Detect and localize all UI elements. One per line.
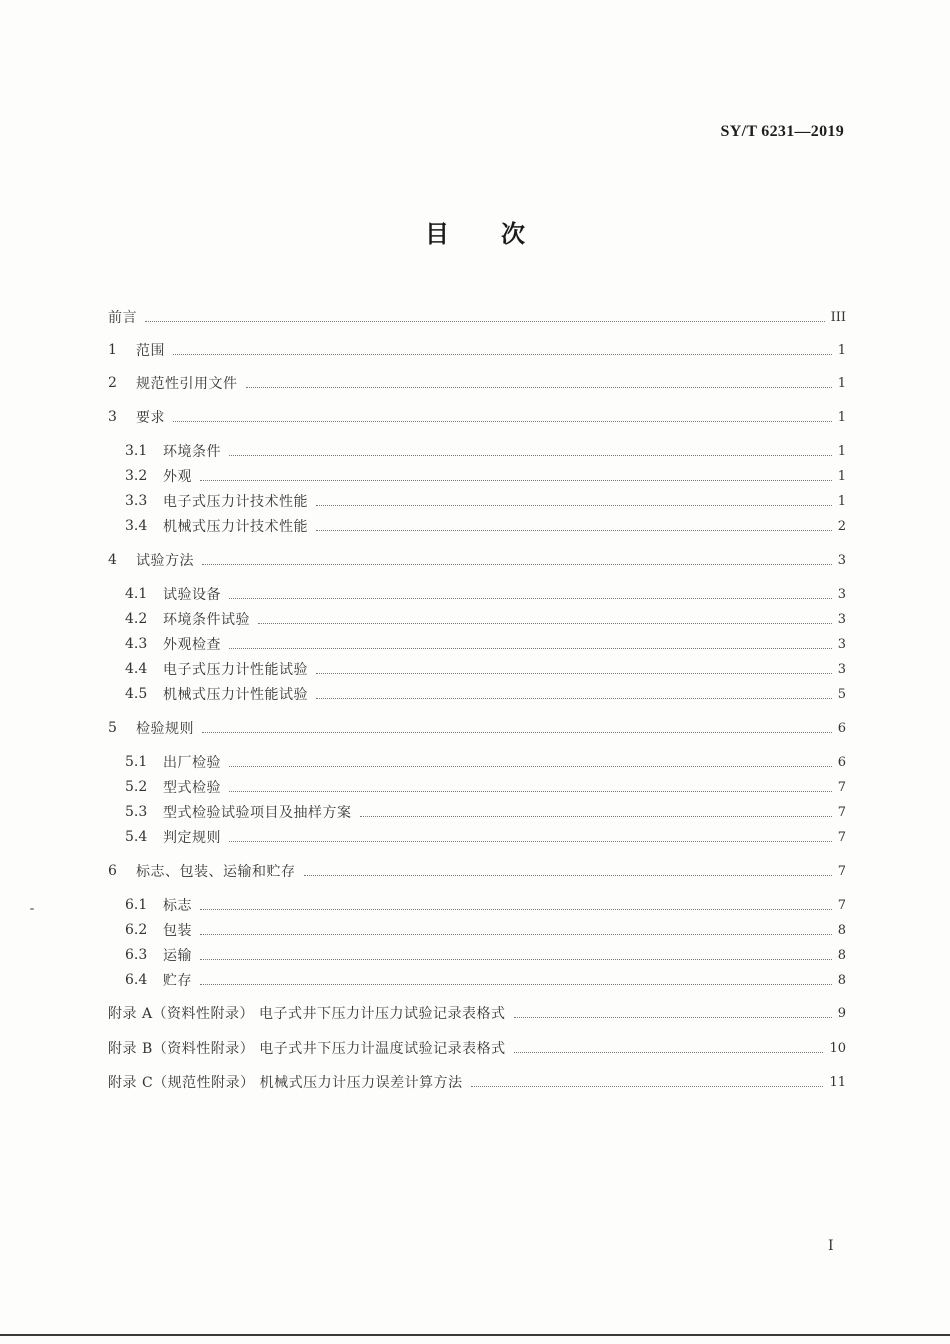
toc-page-number: 7 [837, 829, 846, 845]
toc-entry[interactable] [108, 406, 846, 428]
toc-label: 附录 B（资料性附录） 电子式井下压力计温度试验记录表格式 [108, 1041, 506, 1057]
toc-entry[interactable] [108, 608, 846, 630]
toc-entry[interactable] [108, 633, 846, 655]
dot-leader [200, 934, 832, 935]
toc-number: 3.3 [125, 493, 148, 509]
toc-label: 型式检验试验项目及抽样方案 [163, 805, 352, 821]
dot-leader [229, 841, 832, 842]
toc-page-number: 1 [837, 468, 846, 484]
footer-page-number: I [828, 1238, 834, 1254]
toc-page-number: 9 [837, 1005, 846, 1021]
toc-label: 机械式压力计技术性能 [163, 519, 308, 535]
toc-entry[interactable] [108, 549, 846, 571]
toc-page-number: 1 [837, 342, 846, 358]
toc-entry[interactable] [108, 751, 846, 773]
dot-leader [229, 766, 832, 767]
toc-page-number: 1 [837, 375, 846, 391]
dot-leader [229, 455, 832, 456]
toc-label: 电子式压力计性能试验 [163, 662, 308, 678]
toc-label: 型式检验 [163, 780, 221, 796]
toc-entry[interactable] [108, 717, 846, 739]
toc-page-number: 7 [837, 779, 846, 795]
toc-entry[interactable] [108, 440, 846, 462]
toc-entry[interactable] [108, 339, 846, 361]
dot-leader [514, 1017, 832, 1018]
toc-page-number: 7 [837, 863, 846, 879]
dot-leader [316, 505, 832, 506]
dot-leader [229, 598, 832, 599]
toc-label: 标志、包装、运输和贮存 [136, 864, 296, 880]
toc-entry[interactable] [108, 683, 846, 705]
dot-leader [200, 959, 832, 960]
toc-page-number: 7 [837, 897, 846, 913]
dot-leader [360, 816, 832, 817]
toc-number: 3.2 [125, 468, 148, 484]
page-title [0, 214, 950, 249]
toc-label: 范围 [136, 343, 165, 359]
dot-leader [145, 321, 825, 322]
toc-number: 6 [108, 863, 117, 879]
toc-entry[interactable] [108, 1071, 846, 1093]
toc-page-number: 10 [829, 1040, 846, 1056]
toc-entry[interactable] [108, 969, 846, 991]
dot-leader [246, 387, 832, 388]
toc-label: 附录 A（资料性附录） 电子式井下压力计压力试验记录表格式 [108, 1006, 506, 1022]
toc-entry[interactable] [108, 1002, 846, 1024]
standard-code: SY/T 6231—2019 [720, 123, 844, 140]
toc-number: 3.1 [125, 443, 148, 459]
toc-entry[interactable] [108, 944, 846, 966]
toc-page-number: 11 [829, 1074, 846, 1090]
toc-page-number: 7 [837, 804, 846, 820]
toc-page-number: 5 [837, 686, 846, 702]
toc-label: 环境条件试验 [163, 612, 250, 628]
toc-number: 4 [108, 552, 117, 568]
toc-entry[interactable] [108, 919, 846, 941]
toc-label: 环境条件 [163, 444, 221, 460]
toc-label: 附录 C（规范性附录） 机械式压力计压力误差计算方法 [108, 1075, 463, 1091]
toc-label: 外观检查 [163, 637, 221, 653]
toc-entry[interactable] [108, 826, 846, 848]
toc-label: 检验规则 [136, 721, 194, 737]
toc-label: 试验设备 [163, 587, 221, 603]
toc-page-number: 1 [837, 409, 846, 425]
toc-page-number: 8 [837, 972, 846, 988]
toc-label: 前言 [108, 310, 137, 326]
dot-leader [173, 354, 832, 355]
dot-leader [200, 984, 832, 985]
toc-label: 判定规则 [163, 830, 221, 846]
dot-leader [514, 1052, 824, 1053]
toc-label: 标志 [163, 898, 192, 914]
toc-entry[interactable] [108, 583, 846, 605]
toc-label: 要求 [136, 410, 165, 426]
toc-label: 规范性引用文件 [136, 376, 238, 392]
toc-page-number: 3 [837, 552, 846, 568]
toc-number: 3 [108, 409, 117, 425]
toc-page-number: 8 [837, 947, 846, 963]
dot-leader [229, 648, 832, 649]
toc-page-number: 8 [837, 922, 846, 938]
toc-number: 6.2 [125, 922, 148, 938]
toc-entry[interactable] [108, 306, 846, 328]
toc-entry[interactable] [108, 490, 846, 512]
toc-label: 机械式压力计性能试验 [163, 687, 308, 703]
toc-number: 4.3 [125, 636, 148, 652]
toc-page-number: 2 [837, 518, 846, 534]
toc-label: 包装 [163, 923, 192, 939]
scan-speck [30, 908, 34, 910]
toc-page-number: 3 [837, 586, 846, 602]
toc-number: 5.1 [125, 754, 148, 770]
dot-leader [202, 564, 832, 565]
dot-leader [471, 1086, 824, 1087]
toc-number: 4.4 [125, 661, 148, 677]
toc-number: 2 [108, 375, 117, 391]
toc-entry[interactable] [108, 465, 846, 487]
dot-leader [258, 623, 832, 624]
toc-label: 出厂检验 [163, 755, 221, 771]
toc-number: 6.3 [125, 947, 148, 963]
toc-entry[interactable] [108, 776, 846, 798]
toc-number: 4.2 [125, 611, 148, 627]
toc-number: 5.3 [125, 804, 148, 820]
toc-entry[interactable] [108, 894, 846, 916]
toc-number: 5.2 [125, 779, 148, 795]
dot-leader [202, 732, 832, 733]
toc-entry[interactable] [108, 1037, 846, 1059]
title-char-1: 目 [425, 220, 449, 248]
toc-page-number: 6 [837, 754, 846, 770]
toc-page-number: 1 [837, 443, 846, 459]
toc-entry[interactable] [108, 372, 846, 394]
title-char-2: 次 [501, 220, 525, 248]
toc-page-number: 6 [837, 720, 846, 736]
toc-label: 试验方法 [136, 553, 194, 569]
toc-label: 贮存 [163, 973, 192, 989]
dot-leader [200, 480, 832, 481]
toc-page-number: 3 [837, 611, 846, 627]
dot-leader [200, 909, 832, 910]
toc-entry[interactable] [108, 860, 846, 882]
toc-label: 电子式压力计技术性能 [163, 494, 308, 510]
toc-page-number: 3 [837, 661, 846, 677]
toc-number: 3.4 [125, 518, 148, 534]
toc-label: 外观 [163, 469, 192, 485]
dot-leader [229, 791, 832, 792]
toc-entry[interactable] [108, 801, 846, 823]
toc-number: 6.4 [125, 972, 148, 988]
toc-page-number: 3 [837, 636, 846, 652]
dot-leader [316, 530, 832, 531]
toc-page-number: 1 [837, 493, 846, 509]
dot-leader [316, 673, 832, 674]
dot-leader [304, 875, 832, 876]
dot-leader [173, 421, 832, 422]
toc-number: 4.5 [125, 686, 148, 702]
toc-page-number: III [830, 309, 846, 325]
toc-number: 1 [108, 342, 117, 358]
toc-number: 4.1 [125, 586, 148, 602]
toc-number: 5.4 [125, 829, 148, 845]
toc-number: 5 [108, 720, 117, 736]
toc-entry[interactable] [108, 515, 846, 537]
toc-label: 运输 [163, 948, 192, 964]
toc-number: 6.1 [125, 897, 148, 913]
dot-leader [316, 698, 832, 699]
toc-entry[interactable] [108, 658, 846, 680]
bottom-scan-edge [0, 1334, 950, 1336]
